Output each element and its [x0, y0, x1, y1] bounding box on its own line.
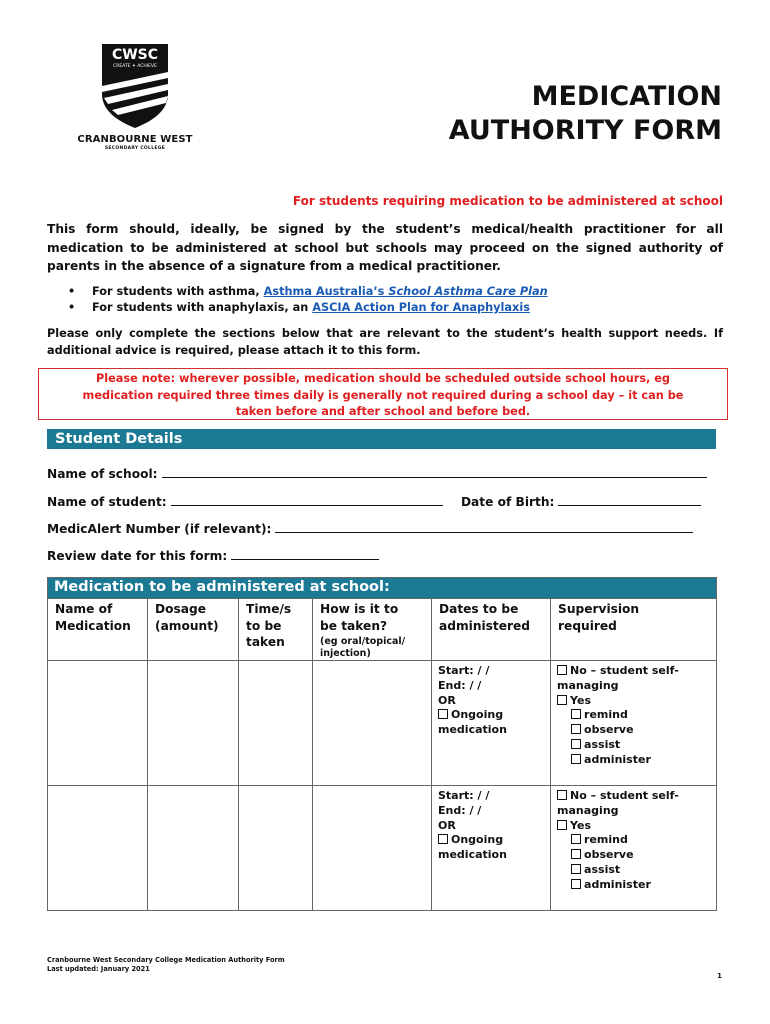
table-row — [48, 786, 717, 911]
observe-option[interactable]: observe — [557, 848, 710, 863]
checkbox-icon[interactable] — [571, 879, 581, 889]
student-details-heading: Student Details — [47, 429, 716, 449]
page-footer — [47, 956, 285, 974]
administer-option[interactable]: administer — [557, 753, 710, 768]
bullet-text: For students with asthma, — [92, 285, 264, 298]
remind-option[interactable]: remind — [557, 833, 710, 848]
time-cell[interactable] — [239, 661, 313, 786]
checkbox-icon[interactable] — [571, 709, 581, 719]
how-taken-cell[interactable] — [313, 661, 432, 786]
time-cell[interactable] — [239, 786, 313, 911]
footer-updated: Last updated: January 2021 — [47, 965, 150, 973]
supervision-cell — [551, 661, 717, 786]
yes-option[interactable]: Yes — [557, 694, 710, 709]
dates-cell — [432, 661, 551, 786]
medication-heading-spacer — [551, 578, 717, 599]
logo-school-sub: SECONDARY COLLEGE — [104, 146, 166, 151]
student-name-label: Name of student: — [47, 495, 167, 509]
col-dates: Dates to be administered — [432, 599, 551, 661]
list-item — [68, 284, 728, 300]
dob-field[interactable] — [558, 504, 701, 506]
medication-name-cell[interactable] — [48, 661, 148, 786]
checkbox-icon[interactable] — [571, 739, 581, 749]
checkbox-icon[interactable] — [557, 790, 567, 800]
assist-option[interactable]: assist — [557, 738, 710, 753]
warning-line-1: Please note: wherever possible, medication should be scheduled outside school hours, eg — [95, 372, 671, 385]
subtitle: For students requiring medication to be administered at school — [292, 194, 723, 208]
student-name-field[interactable] — [171, 504, 443, 506]
start-date-field[interactable]: Start: / / — [438, 664, 490, 677]
title-line-1: MEDICATION — [531, 81, 722, 112]
asthma-plan-link[interactable]: Asthma Australia’s School Asthma Care Plan — [263, 285, 548, 298]
checkbox-icon[interactable] — [571, 834, 581, 844]
medicalert-row — [47, 522, 693, 536]
logo-abbrev: CWSC — [111, 47, 159, 63]
column-header-row — [48, 599, 717, 661]
logo-tagline: CREATE ✦ ACHIEVE — [113, 64, 157, 69]
medication-heading-row — [48, 578, 717, 599]
col-name-of-medication: Name of Medication — [48, 599, 148, 661]
logo-school-name: CRANBOURNE WEST — [77, 134, 193, 145]
assist-option[interactable]: assist — [557, 863, 710, 878]
end-date-field[interactable]: End: / / — [438, 678, 482, 692]
warning-box — [38, 368, 728, 420]
checkbox-icon[interactable] — [438, 834, 448, 844]
school-name-label: Name of school: — [47, 467, 158, 481]
warning-line-3: taken before and after school and before bed. — [235, 405, 531, 419]
medicalert-field[interactable] — [275, 531, 693, 533]
dosage-cell[interactable] — [148, 786, 239, 911]
dates-cell — [432, 786, 551, 911]
no-self-managing-option[interactable]: No – student self- — [557, 789, 710, 804]
page-number: 1 — [717, 972, 722, 980]
self-managing-label: managing — [557, 803, 619, 817]
col-dosage: Dosage (amount) — [148, 599, 239, 661]
ongoing-option[interactable]: Ongoing — [438, 708, 544, 723]
instructions-paragraph: Please only complete the sections below that are relevant to the student’s health support needs. If additional advice is required, please attach it to this form. — [47, 327, 723, 357]
checkbox-icon[interactable] — [557, 820, 567, 830]
bullet-text: For students with anaphylaxis, an — [92, 301, 313, 314]
shield-crest-icon — [100, 42, 170, 130]
ongoing-medication-label: medication — [438, 723, 507, 737]
school-name-field[interactable] — [162, 476, 707, 478]
page-title — [342, 80, 722, 148]
ongoing-medication-label: medication — [438, 848, 507, 862]
footer-form-name: Cranbourne West Secondary College Medication Authority Form — [47, 956, 285, 964]
col-supervision: Supervision required — [551, 599, 717, 661]
self-managing-label: managing — [557, 678, 619, 692]
checkbox-icon[interactable] — [557, 665, 567, 675]
col-times: Time/s to be taken — [239, 599, 313, 661]
student-name-row — [47, 495, 701, 509]
dob-label: Date of Birth: — [460, 495, 555, 509]
or-label: OR — [438, 818, 456, 832]
medication-name-cell[interactable] — [48, 786, 148, 911]
review-date-row — [47, 549, 379, 563]
checkbox-icon[interactable] — [571, 864, 581, 874]
intro-paragraph: This form should, ideally, be signed by the student’s medical/health practitioner for all medication to be administered at school but schools may proceed on the signed authority of parents in the absence of a signature from a medical practitioner. — [47, 222, 723, 273]
school-logo — [70, 42, 200, 151]
remind-option[interactable]: remind — [557, 708, 710, 723]
list-item — [68, 300, 728, 316]
medication-table — [47, 577, 717, 911]
title-line-2: AUTHORITY FORM — [448, 115, 722, 146]
medication-heading: Medication to be administered at school: — [48, 578, 551, 599]
review-date-field[interactable] — [231, 558, 379, 560]
warning-line-2: medication required three times daily is generally not required during a school day – it can be — [82, 388, 684, 402]
no-self-managing-option[interactable]: No – student self- — [557, 664, 710, 679]
dosage-cell[interactable] — [148, 661, 239, 786]
table-row — [48, 661, 717, 786]
checkbox-icon[interactable] — [438, 709, 448, 719]
ongoing-option[interactable]: Ongoing — [438, 833, 544, 848]
checkbox-icon[interactable] — [571, 724, 581, 734]
col-how-taken: How is it to be taken? (eg oral/topical/ injection) — [313, 599, 432, 661]
start-date-field[interactable]: Start: / / — [438, 789, 490, 802]
yes-option[interactable]: Yes — [557, 819, 710, 834]
how-taken-cell[interactable] — [313, 786, 432, 911]
supervision-cell — [551, 786, 717, 911]
checkbox-icon[interactable] — [557, 695, 567, 705]
administer-option[interactable]: administer — [557, 878, 710, 893]
plan-links-list — [68, 284, 728, 316]
checkbox-icon[interactable] — [571, 754, 581, 764]
review-date-label: Review date for this form: — [47, 549, 228, 563]
ascia-plan-link[interactable]: ASCIA Action Plan for Anaphylaxis — [312, 301, 530, 314]
end-date-field[interactable]: End: / / — [438, 803, 482, 817]
or-label: OR — [438, 693, 456, 707]
checkbox-icon[interactable] — [571, 849, 581, 859]
observe-option[interactable]: observe — [557, 723, 710, 738]
medicalert-label: MedicAlert Number (if relevant): — [47, 522, 272, 536]
school-name-row — [47, 467, 707, 481]
